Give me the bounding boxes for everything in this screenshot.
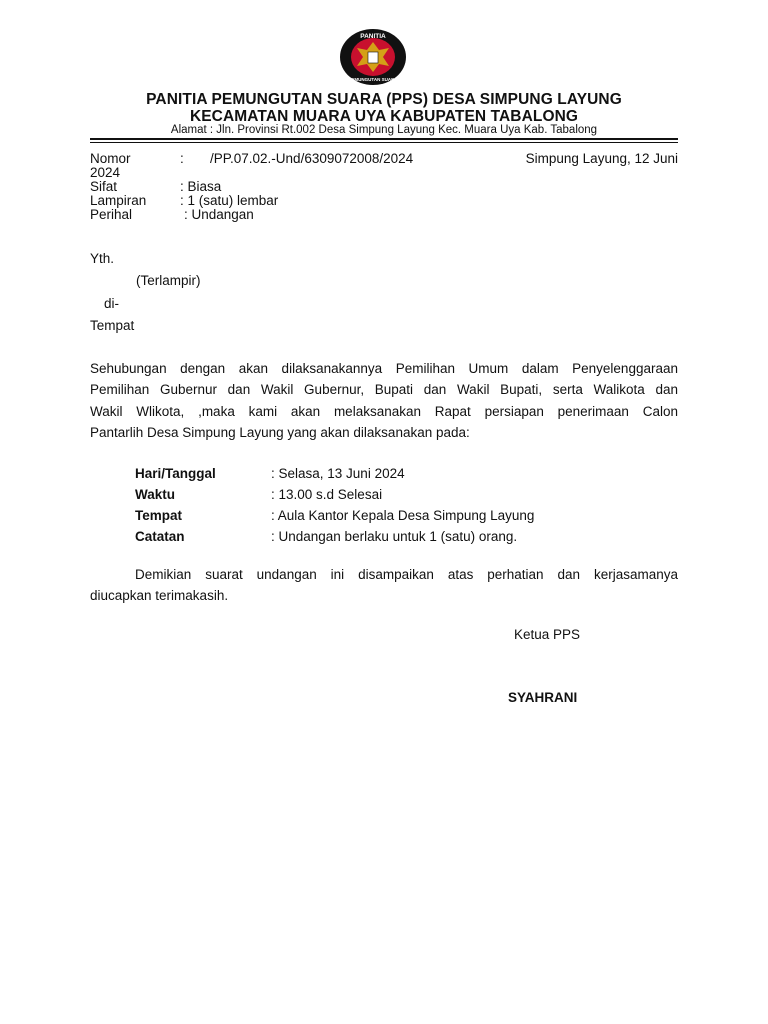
detail-value-place: : Aula Kantor Kepala Desa Simpung Layung (271, 508, 535, 523)
perihal-label: Perihal (90, 207, 133, 222)
body-line: Pantarlih Desa Simpung Layung yang akan dilaksanakan pada: (90, 424, 470, 440)
closing-line: Demikian suarat undangan ini disampaikan atas perhatian dan kerjasamanya (135, 567, 678, 582)
nomor-colon: : (180, 151, 184, 166)
body-paragraph (90, 358, 678, 443)
body-line: Sehubungan dengan akan dilaksanakannya Pemilihan Umum dalam Penyelenggaraan (90, 361, 678, 376)
detail-label-date: Hari/Tanggal (135, 466, 216, 481)
recipient-di: di- (104, 296, 120, 311)
closing-line: diucapkan terimakasih. (90, 588, 229, 604)
signature-title: Ketua PPS (514, 627, 581, 642)
detail-label-note: Catatan (135, 529, 185, 544)
nomor-wrap: 2024 (90, 165, 121, 180)
perihal-value: : Undangan (184, 207, 254, 222)
body-line: Pemilihan Gubernur dan Wakil Gubernur, Bupati dan Wakil Bupati, serta Walikota dan (90, 382, 678, 398)
header-rule-thin (90, 142, 678, 143)
closing-paragraph (90, 564, 678, 607)
body-line: Wakil Wlikota, ,maka kami akan melaksanakan Rapat persiapan penerimaan Calon (90, 403, 678, 419)
recipient-place: Tempat (90, 318, 135, 333)
lampiran-value: : 1 (satu) lembar (180, 193, 279, 208)
header-rule-thick (90, 138, 678, 140)
sifat-value: : Biasa (180, 179, 222, 194)
header-line-2: KECAMATAN MUARA UYA KABUPATEN TABALONG (189, 108, 579, 125)
signature-name: SYAHRANI (508, 690, 578, 705)
header-line-1: PANITIA PEMUNGUTAN SUARA (PPS) DESA SIMPUNG LAYUNG (146, 91, 622, 108)
detail-label-place: Tempat (135, 508, 183, 523)
logo-top-text: PANITIA (360, 33, 386, 40)
logo-bottom-text: PEMUNGUTAN SUARA (348, 77, 398, 82)
detail-label-time: Waktu (135, 487, 175, 502)
pps-logo (339, 28, 407, 86)
recipient-name: (Terlampir) (136, 273, 201, 288)
detail-value-date: : Selasa, 13 Juni 2024 (271, 466, 405, 481)
lampiran-label: Lampiran (90, 193, 147, 208)
detail-value-time: : 13.00 s.d Selesai (271, 487, 383, 502)
nomor-label: Nomor (90, 151, 131, 166)
detail-value-note: : Undangan berlaku untuk 1 (satu) orang. (271, 529, 518, 544)
header-address: Alamat : Jln. Provinsi Rt.002 Desa Simpung Layung Kec. Muara Uya Kab. Tabalong (170, 124, 598, 136)
recipient-yth: Yth. (90, 251, 115, 266)
place-date: Simpung Layung, 12 Juni (525, 151, 678, 166)
nomor-value: /PP.07.02.-Und/6309072008/2024 (210, 151, 414, 166)
sifat-label: Sifat (90, 179, 118, 194)
